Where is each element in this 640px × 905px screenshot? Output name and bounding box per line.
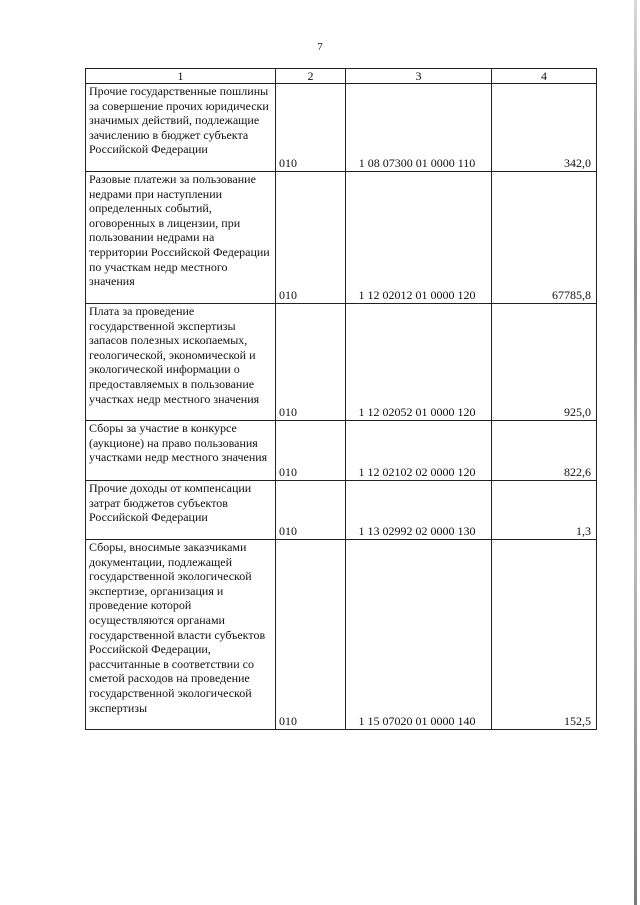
header-col-2: 2 (276, 69, 346, 84)
row-amount: 342,0 (492, 84, 597, 172)
row-amount: 152,5 (492, 540, 597, 730)
page-number: 7 (317, 41, 323, 53)
header-col-1: 1 (86, 69, 276, 84)
row-description: Разовые платежи за пользование недрами при наступлении определенных событий, оговоренных в лицензии, при пользовании недрами на территории Российской Федерации по участкам недр местного значения (86, 172, 276, 304)
table-row (86, 304, 597, 421)
row-classification-code: 1 12 02052 01 0000 120 (346, 304, 492, 421)
row-code: 010 (276, 481, 346, 540)
scan-edge-shadow (634, 0, 637, 905)
table-row (86, 540, 597, 730)
header-col-3: 3 (346, 69, 492, 84)
table-row (86, 172, 597, 304)
row-code: 010 (276, 84, 346, 172)
row-classification-code: 1 13 02992 02 0000 130 (346, 481, 492, 540)
row-description: Прочие доходы от компенсации затрат бюджетов субъектов Российской Федерации (86, 481, 276, 540)
table-row (86, 84, 597, 172)
row-description: Сборы за участие в конкурсе (аукционе) на право пользования участками недр местного значения (86, 421, 276, 481)
table-row (86, 481, 597, 540)
row-classification-code: 1 12 02102 02 0000 120 (346, 421, 492, 481)
row-code: 010 (276, 172, 346, 304)
row-classification-code: 1 08 07300 01 0000 110 (346, 84, 492, 172)
row-amount: 67785,8 (492, 172, 597, 304)
row-amount: 925,0 (492, 304, 597, 421)
row-description: Сборы, вносимые заказчиками документации, подлежащей государственной экологической экспертизе, организация и проведение которой осуществляются органами государственной власти субъектов Российской Федерации, рассчитанные в соответствии со сметой расходов на проведение государственной экологической экспертизы (86, 540, 276, 730)
row-code: 010 (276, 304, 346, 421)
row-classification-code: 1 15 07020 01 0000 140 (346, 540, 492, 730)
table-header-row (86, 69, 597, 84)
row-code: 010 (276, 421, 346, 481)
row-amount: 1,3 (492, 481, 597, 540)
row-amount: 822,6 (492, 421, 597, 481)
revenue-table (85, 68, 597, 730)
row-description: Плата за проведение государственной экспертизы запасов полезных ископаемых, геологической, экономической и экологической информации о предоставляемых в пользование участках недр местного значения (86, 304, 276, 421)
row-code: 010 (276, 540, 346, 730)
header-col-4: 4 (492, 69, 597, 84)
row-classification-code: 1 12 02012 01 0000 120 (346, 172, 492, 304)
table-row (86, 421, 597, 481)
row-description: Прочие государственные пошлины за совершение прочих юридически значимых действий, подлежащие зачислению в бюджет субъекта Российской Федерации (86, 84, 276, 172)
